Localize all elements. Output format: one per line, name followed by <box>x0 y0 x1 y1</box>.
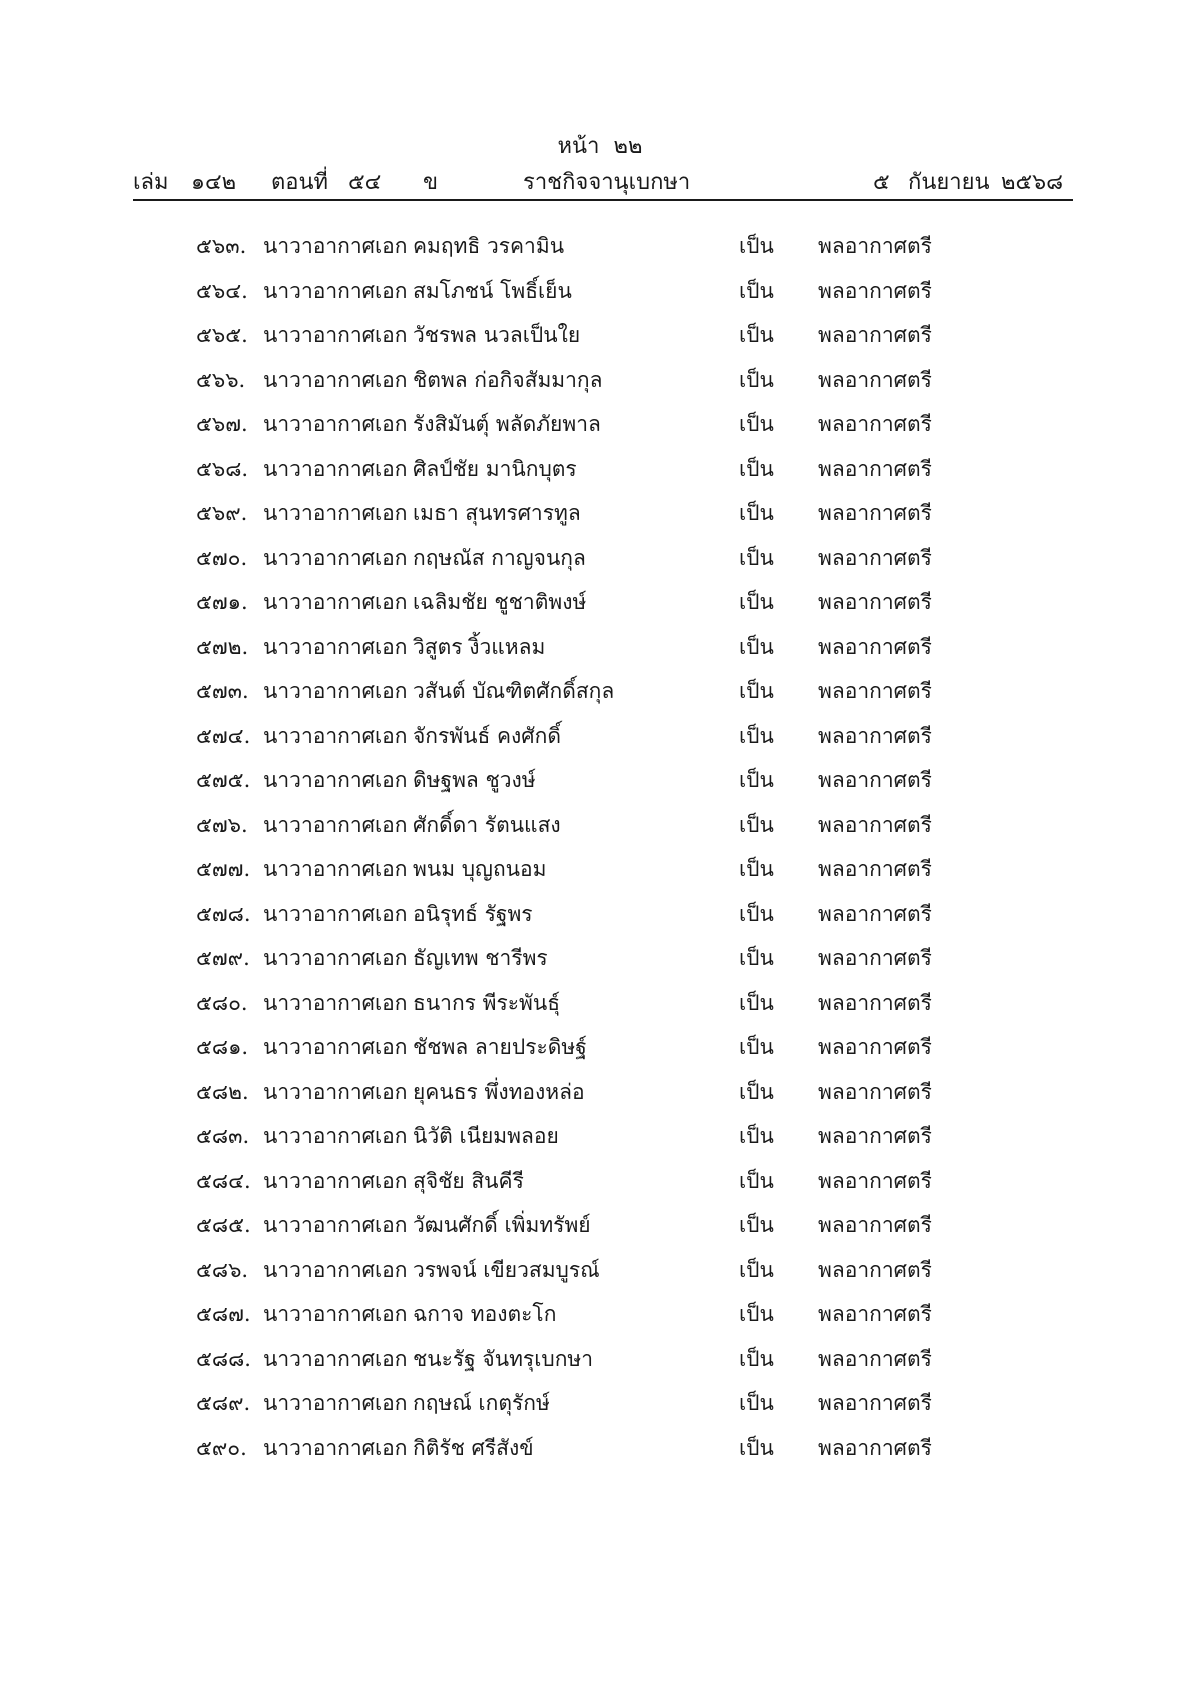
person-name: กิติรัช ศรีสังข์ <box>413 1435 534 1460</box>
gazette-title: ราชกิจจานุเบกษา <box>523 170 691 195</box>
current-rank: นาวาอากาศเอก <box>263 1213 408 1237</box>
current-rank: นาวาอากาศเอก <box>263 278 408 303</box>
current-rank: นาวาอากาศเอก <box>263 545 408 570</box>
be-word: เป็น <box>739 412 774 436</box>
person-name: วัฒนศักดิ์ เพิ่มทรัพย์ <box>413 1213 591 1237</box>
list-item <box>0 671 1200 716</box>
person-name: กฤษณ์ เกตุรักษ์ <box>413 1391 550 1415</box>
page-number-value: ๒๒ <box>613 134 643 159</box>
entry-number: ๕๘๕. <box>196 1213 251 1237</box>
be-word: เป็น <box>739 857 774 881</box>
be-word: เป็น <box>739 946 774 970</box>
entry-number: ๕๘๔. <box>196 1168 251 1193</box>
be-word: เป็น <box>739 1079 774 1104</box>
new-rank: พลอากาศตรี <box>818 1124 932 1148</box>
list-item <box>0 1428 1200 1473</box>
new-rank: พลอากาศตรี <box>818 1035 932 1059</box>
entry-number: ๕๖๙. <box>196 501 248 525</box>
new-rank: พลอากาศตรี <box>818 367 932 392</box>
current-rank: นาวาอากาศเอก <box>263 367 408 392</box>
promotion-list <box>0 226 1200 1472</box>
entry-number: ๕๗๔. <box>196 723 251 748</box>
list-item <box>0 404 1200 449</box>
list-item <box>0 1294 1200 1339</box>
current-rank: นาวาอากาศเอก <box>263 590 408 614</box>
current-rank: นาวาอากาศเอก <box>263 812 408 837</box>
be-word: เป็น <box>739 501 774 525</box>
person-name: ศิลป์ชัย มานิกบุตร <box>413 456 577 481</box>
new-rank: พลอากาศตรี <box>818 901 932 926</box>
list-item <box>0 627 1200 672</box>
person-name: ฉกาจ ทองตะโก <box>413 1302 557 1326</box>
current-rank: นาวาอากาศเอก <box>263 323 408 347</box>
new-rank: พลอากาศตรี <box>818 723 932 748</box>
date-month: กันยายน <box>908 170 990 195</box>
entry-number: ๕๗๒. <box>196 634 249 659</box>
page-number-label: หน้า <box>557 134 600 159</box>
volume-number: ๑๔๒ <box>191 170 237 195</box>
list-item <box>0 983 1200 1028</box>
entry-number: ๕๘๐. <box>196 990 248 1015</box>
current-rank: นาวาอากาศเอก <box>263 768 408 792</box>
new-rank: พลอากาศตรี <box>818 1435 932 1460</box>
be-word: เป็น <box>739 723 774 748</box>
list-item <box>0 805 1200 850</box>
entry-number: ๕๘๘. <box>196 1346 251 1371</box>
person-name: ดิษฐพล ชูวงษ์ <box>413 768 536 792</box>
page-number <box>0 128 1200 163</box>
person-name: ชัชพล ลายประดิษฐ์ <box>413 1035 587 1059</box>
person-name: พนม บุญถนอม <box>413 857 547 881</box>
new-rank: พลอากาศตรี <box>818 634 932 659</box>
list-item <box>0 315 1200 360</box>
entry-number: ๕๙๐. <box>196 1435 247 1460</box>
issue-number: ๕๔ <box>348 170 382 195</box>
be-word: เป็น <box>739 1346 774 1371</box>
be-word: เป็น <box>739 812 774 837</box>
entry-number: ๕๖๗. <box>196 412 248 436</box>
current-rank: นาวาอากาศเอก <box>263 1168 408 1193</box>
person-name: สุจิชัย สินคีรี <box>413 1168 524 1193</box>
gazette-header <box>133 164 1073 198</box>
entry-number: ๕๗๑. <box>196 590 248 614</box>
entry-number: ๕๖๘. <box>196 456 249 481</box>
current-rank: นาวาอากาศเอก <box>263 723 408 748</box>
be-word: เป็น <box>739 456 774 481</box>
current-rank: นาวาอากาศเอก <box>263 679 408 703</box>
be-word: เป็น <box>739 1213 774 1237</box>
current-rank: นาวาอากาศเอก <box>263 412 408 436</box>
list-item <box>0 360 1200 405</box>
current-rank: นาวาอากาศเอก <box>263 1346 408 1371</box>
new-rank: พลอากาศตรี <box>818 545 932 570</box>
person-name: เมธา สุนทรศารทูล <box>413 501 581 525</box>
date-day: ๕ <box>873 170 890 195</box>
person-name: วสันต์ บัณฑิตศักดิ์สกุล <box>413 679 615 703</box>
list-item <box>0 1116 1200 1161</box>
be-word: เป็น <box>739 367 774 392</box>
be-word: เป็น <box>739 1124 774 1148</box>
new-rank: พลอากาศตรี <box>818 990 932 1015</box>
new-rank: พลอากาศตรี <box>818 1213 932 1237</box>
be-word: เป็น <box>739 1302 774 1326</box>
new-rank: พลอากาศตรี <box>818 857 932 881</box>
be-word: เป็น <box>739 1168 774 1193</box>
current-rank: นาวาอากาศเอก <box>263 1035 408 1059</box>
list-item <box>0 1072 1200 1117</box>
new-rank: พลอากาศตรี <box>818 1168 932 1193</box>
be-word: เป็น <box>739 590 774 614</box>
entry-number: ๕๗๘. <box>196 901 251 926</box>
list-item <box>0 449 1200 494</box>
current-rank: นาวาอากาศเอก <box>263 456 408 481</box>
person-name: จักรพันธ์ คงศักดิ์ <box>413 723 561 748</box>
list-item <box>0 226 1200 271</box>
new-rank: พลอากาศตรี <box>818 1302 932 1326</box>
section-letter: ข <box>423 170 439 195</box>
new-rank: พลอากาศตรี <box>818 323 932 347</box>
current-rank: นาวาอากาศเอก <box>263 1435 408 1460</box>
be-word: เป็น <box>739 545 774 570</box>
person-name: ศักดิ์ดา รัตนแสง <box>413 812 561 837</box>
date-year: ๒๕๖๘ <box>1001 170 1064 195</box>
list-item <box>0 1250 1200 1295</box>
current-rank: นาวาอากาศเอก <box>263 1079 408 1104</box>
new-rank: พลอากาศตรี <box>818 946 932 970</box>
current-rank: นาวาอากาศเอก <box>263 857 408 881</box>
person-name: สมโภชน์ โพธิ์เย็น <box>413 278 572 303</box>
person-name: นิวัติ เนียมพลอย <box>413 1124 559 1148</box>
be-word: เป็น <box>739 234 774 258</box>
current-rank: นาวาอากาศเอก <box>263 946 408 970</box>
new-rank: พลอากาศตรี <box>818 1346 932 1371</box>
list-item <box>0 493 1200 538</box>
entry-number: ๕๘๑. <box>196 1035 249 1059</box>
person-name: รังสิมันต์ุ พลัดภัยพาล <box>413 412 601 436</box>
list-item <box>0 894 1200 939</box>
current-rank: นาวาอากาศเอก <box>263 501 408 525</box>
person-name: วรพจน์ เขียวสมบูรณ์ <box>413 1257 600 1282</box>
be-word: เป็น <box>739 278 774 303</box>
person-name: กฤษณัส กาญจนกุล <box>413 545 586 570</box>
entry-number: ๕๗๐. <box>196 545 248 570</box>
new-rank: พลอากาศตรี <box>818 768 932 792</box>
new-rank: พลอากาศตรี <box>818 501 932 525</box>
new-rank: พลอากาศตรี <box>818 1257 932 1282</box>
list-item <box>0 582 1200 627</box>
entry-number: ๕๗๕. <box>196 768 251 792</box>
be-word: เป็น <box>739 990 774 1015</box>
person-name: ธัญเทพ ชารีพร <box>413 946 548 970</box>
list-item <box>0 1205 1200 1250</box>
person-name: ธนากร พีระพันธุ์ <box>413 990 561 1015</box>
entry-number: ๕๖๕. <box>196 323 248 347</box>
be-word: เป็น <box>739 1035 774 1059</box>
entry-number: ๕๖๖. <box>196 367 246 392</box>
list-item <box>0 849 1200 894</box>
be-word: เป็น <box>739 634 774 659</box>
new-rank: พลอากาศตรี <box>818 456 932 481</box>
person-name: เฉลิมชัย ชูชาติพงษ์ <box>413 590 587 614</box>
current-rank: นาวาอากาศเอก <box>263 901 408 926</box>
list-item <box>0 1339 1200 1384</box>
entry-number: ๕๘๓. <box>196 1124 250 1148</box>
list-item <box>0 1161 1200 1206</box>
list-item <box>0 271 1200 316</box>
list-item <box>0 938 1200 983</box>
list-item <box>0 1027 1200 1072</box>
person-name: วิสูตร งิ้วแหลม <box>413 634 546 659</box>
person-name: ชนะรัฐ จันทรุเบกษา <box>413 1346 594 1371</box>
new-rank: พลอากาศตรี <box>818 278 932 303</box>
entry-number: ๕๗๗. <box>196 857 251 881</box>
new-rank: พลอากาศตรี <box>818 412 932 436</box>
header-divider <box>133 199 1073 201</box>
be-word: เป็น <box>739 1391 774 1415</box>
current-rank: นาวาอากาศเอก <box>263 1302 408 1326</box>
entry-number: ๕๗๙. <box>196 946 250 970</box>
new-rank: พลอากาศตรี <box>818 234 932 258</box>
current-rank: นาวาอากาศเอก <box>263 634 408 659</box>
person-name: อนิรุทธ์ รัฐพร <box>413 901 533 926</box>
person-name: ชิตพล ก่อกิจสัมมากุล <box>413 367 603 392</box>
current-rank: นาวาอากาศเอก <box>263 1391 408 1415</box>
be-word: เป็น <box>739 1257 774 1282</box>
entry-number: ๕๘๗. <box>196 1302 251 1326</box>
new-rank: พลอากาศตรี <box>818 1079 932 1104</box>
list-item <box>0 760 1200 805</box>
be-word: เป็น <box>739 901 774 926</box>
new-rank: พลอากาศตรี <box>818 590 932 614</box>
entry-number: ๕๘๙. <box>196 1391 251 1415</box>
be-word: เป็น <box>739 768 774 792</box>
person-name: วัชรพล นวลเป็นใย <box>413 323 581 347</box>
list-item <box>0 716 1200 761</box>
entry-number: ๕๗๖. <box>196 812 248 837</box>
current-rank: นาวาอากาศเอก <box>263 234 408 258</box>
volume-label: เล่ม <box>133 170 169 195</box>
list-item <box>0 1383 1200 1428</box>
entry-number: ๕๖๓. <box>196 234 247 258</box>
new-rank: พลอากาศตรี <box>818 679 932 703</box>
entry-number: ๕๗๓. <box>196 679 249 703</box>
be-word: เป็น <box>739 679 774 703</box>
list-item <box>0 538 1200 583</box>
person-name: ยุคนธร พึ่งทองหล่อ <box>413 1079 585 1104</box>
entry-number: ๕๘๖. <box>196 1257 249 1282</box>
be-word: เป็น <box>739 323 774 347</box>
current-rank: นาวาอากาศเอก <box>263 1124 408 1148</box>
new-rank: พลอากาศตรี <box>818 812 932 837</box>
current-rank: นาวาอากาศเอก <box>263 990 408 1015</box>
current-rank: นาวาอากาศเอก <box>263 1257 408 1282</box>
new-rank: พลอากาศตรี <box>818 1391 932 1415</box>
entry-number: ๕๘๒. <box>196 1079 249 1104</box>
entry-number: ๕๖๔. <box>196 278 248 303</box>
issue-label: ตอนที่ <box>271 170 329 195</box>
person-name: คมฤทธิ วรคามิน <box>413 234 565 258</box>
be-word: เป็น <box>739 1435 774 1460</box>
